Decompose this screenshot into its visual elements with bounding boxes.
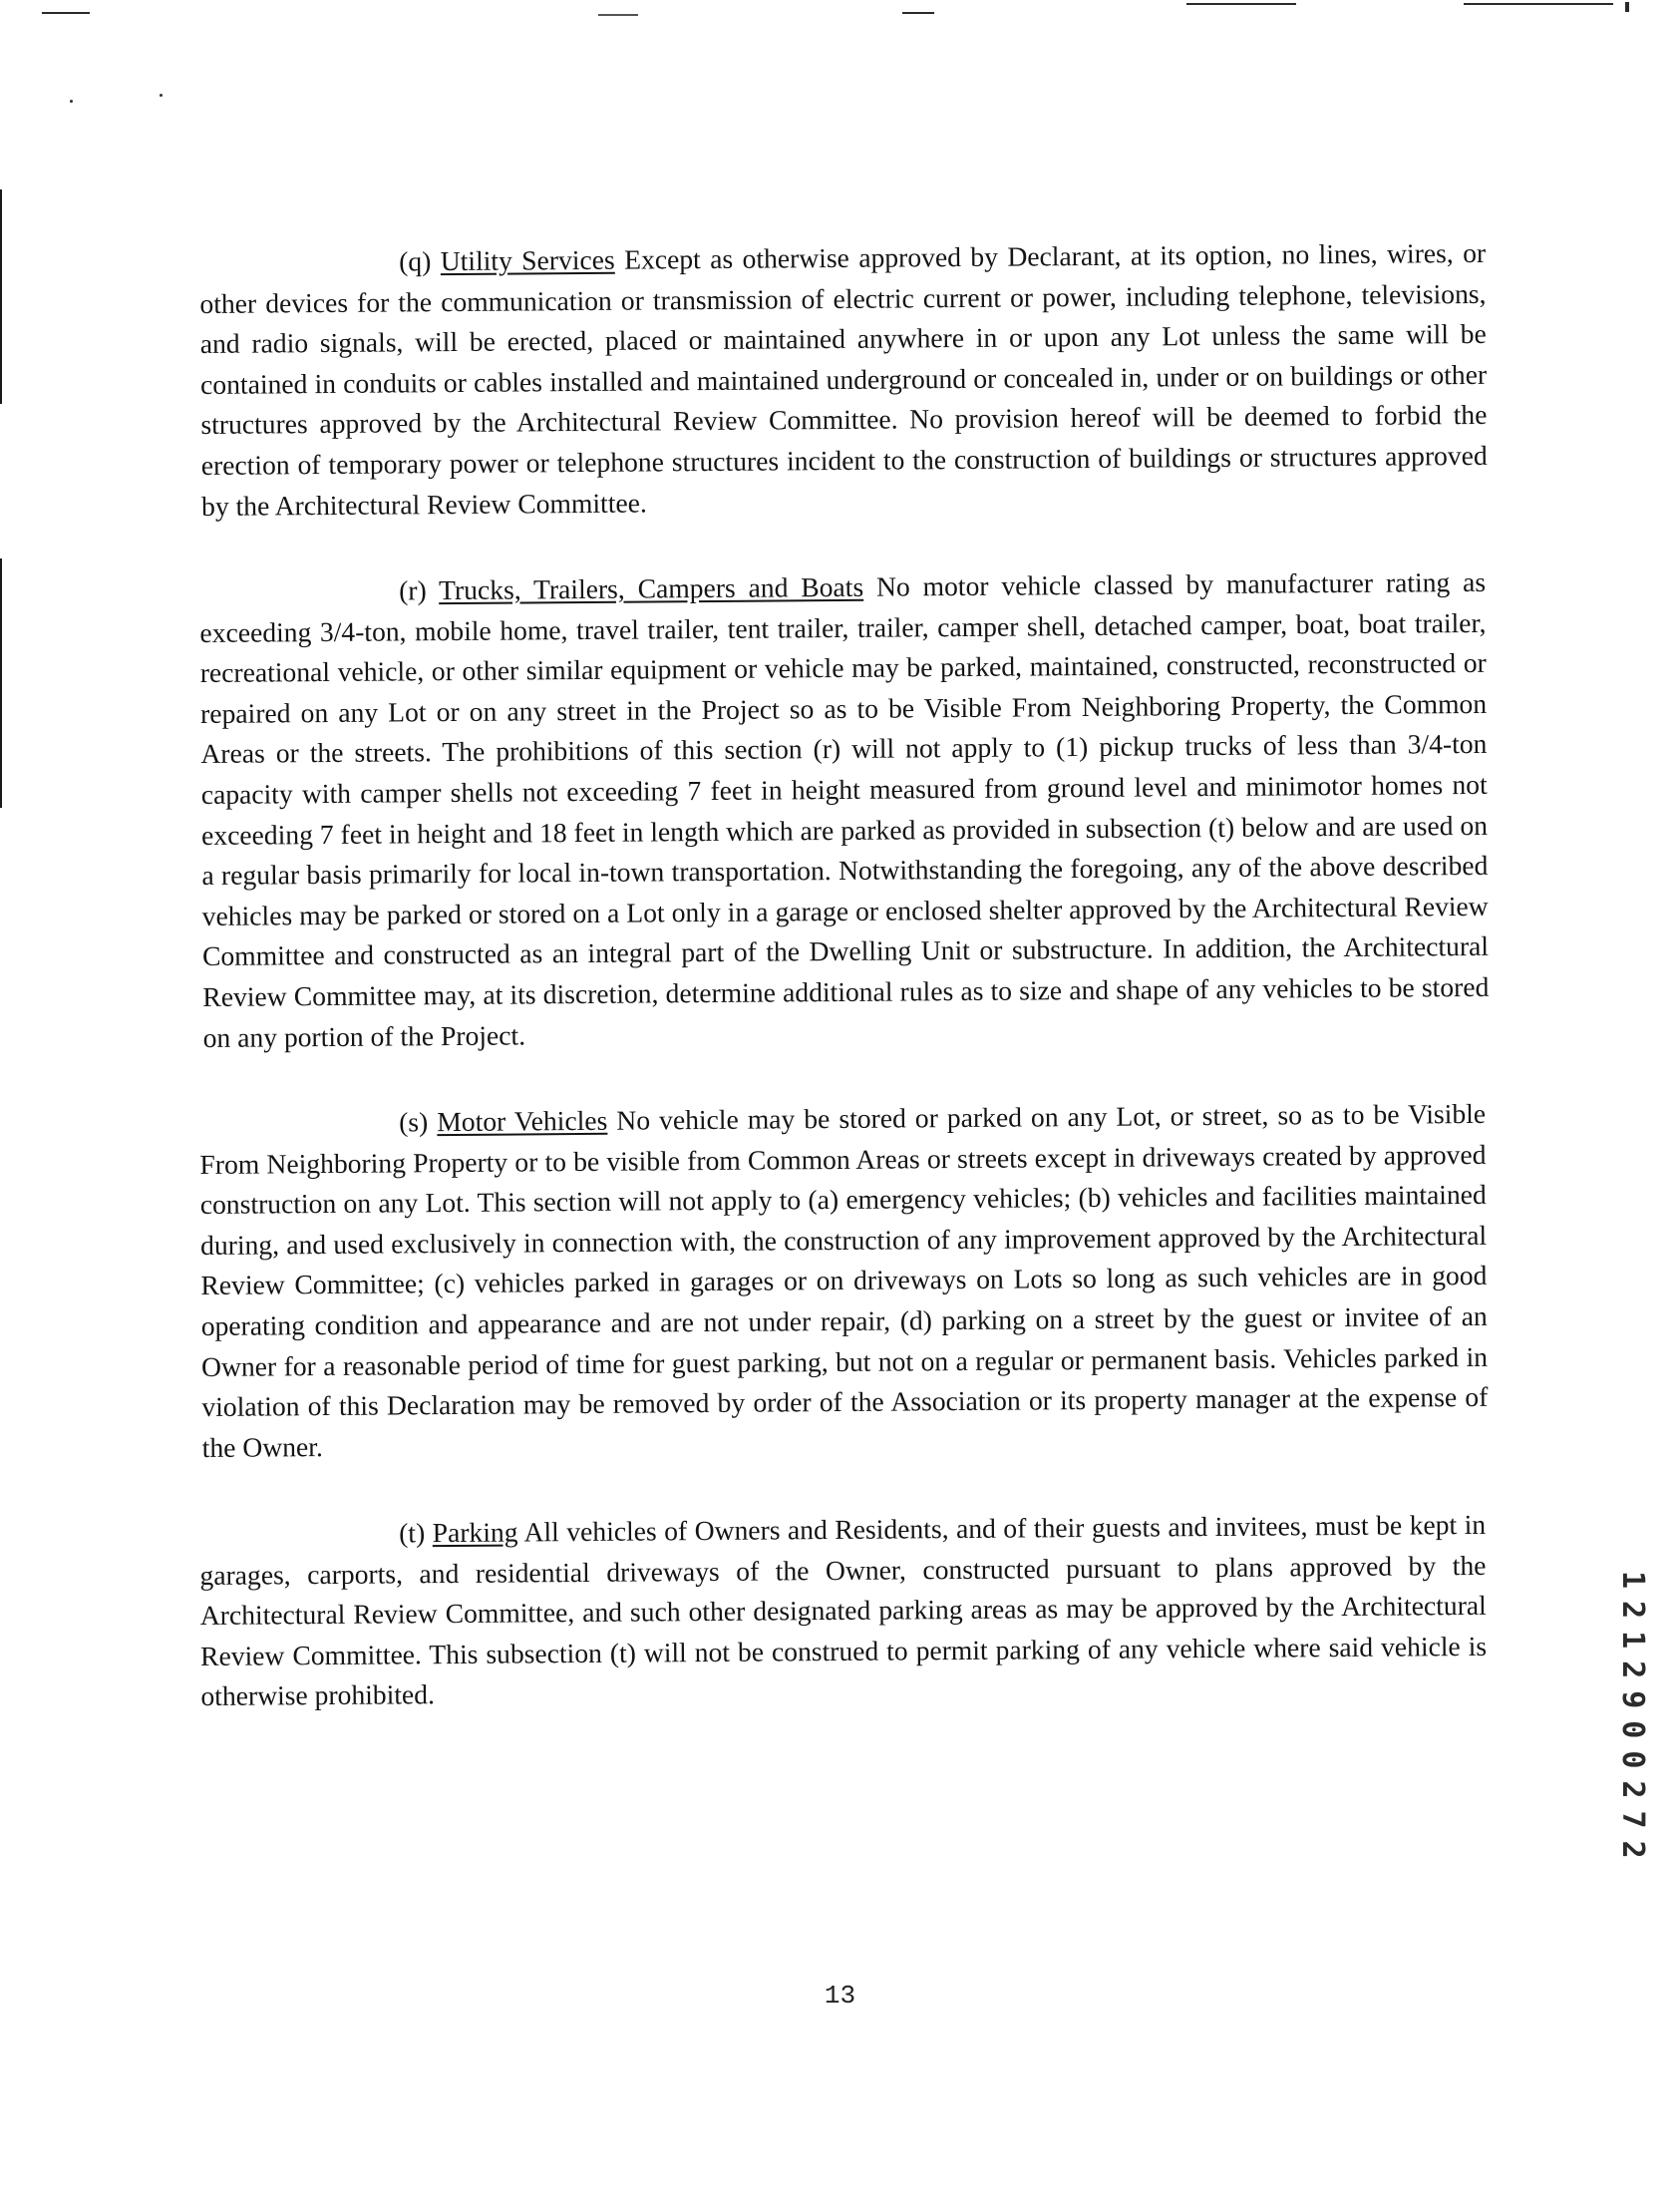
- scan-artifact: [1464, 3, 1613, 5]
- section-label: (t): [399, 1516, 426, 1549]
- section-label: (r): [399, 574, 427, 606]
- section-heading: Parking: [432, 1516, 518, 1548]
- scan-edge-line: [0, 558, 2, 808]
- page-number: 13: [824, 1981, 856, 2011]
- scan-speck: [160, 94, 163, 97]
- section-t: [199, 1504, 1488, 1716]
- section-r: [199, 562, 1490, 1058]
- scan-artifact: [1625, 2, 1629, 12]
- section-body: No vehicle may be stored or parked on any Lot, or street, so as to be Visible From Neighboring Property or to be visible from Common Areas or streets except in driveways created by approved construction on any Lot. This section will not apply to (a) emergency vehicles; (b) vehicles and facilities maintained during, and used exclusively in connection with, the construction of any improvement approved by the Architectural Review Committee; (c) vehicles parked in garages or on driveways on Lots so long as such vehicles are in good operating condition and appearance and are not under repair, (d) parking on a street by the guest or invitee of an Owner for a reasonable period of time for guest parking, but not on a regular or permanent basis. Vehicles parked in violation of this Declaration may be removed by order of the Association or its property manager at the expense of the Owner.: [199, 1098, 1489, 1464]
- section-heading: Motor Vehicles: [437, 1105, 608, 1138]
- section-heading: Utility Services: [440, 243, 615, 277]
- scan-artifact: [902, 12, 934, 14]
- scan-edge-line: [0, 189, 2, 404]
- section-s: [199, 1094, 1489, 1468]
- section-q: [199, 233, 1488, 527]
- scan-artifact: [598, 14, 638, 16]
- section-body: No motor vehicle classed by manufacturer rating as exceeding 3/4-ton, mobile home, travel trailer, tent trailer, trailer, camper shell, detached camper, boat, boat trailer, recreational vehicle, or other similar equipment or vehicle may be parked, maintained, constructed, reconstructed or repaired on any Lot or on any street in the Project so as to be Visible From Neighboring Property, the Common Areas or the streets. The prohibitions of this section (r) will not apply to (1) pickup trucks of less than 3/4-ton capacity with camper shells not exceeding 7 feet in height measured from ground level and minimotor homes not exceeding 7 feet in height and 18 feet in length which are parked as provided in subsection (t) below and are used on a regular basis primarily for local in-town transportation. Notwithstanding the foregoing, any of the above described vehicles may be parked or stored on a Lot only in a garage or enclosed shelter approved by the Architectural Review Committee and constructed as an integral part of the Dwelling Unit or substructure. In addition, the Architectural Review Committee may, at its discretion, determine additional rules as to size and shape of any vehicles to be stored on any portion of the Project.: [199, 566, 1490, 1053]
- section-heading: Trucks, Trailers, Campers and Boats: [438, 570, 864, 606]
- scan-speck: [70, 100, 73, 103]
- scan-artifact: [1186, 3, 1296, 5]
- scan-artifact: [42, 12, 90, 14]
- section-body: All vehicles of Owners and Residents, and of their guests and invitees, must be kept in garages, carports, and residential driveways of the Owner, constructed pursuant to plans approved by the Architectural Review Committee, and such other designated parking areas as may be approved by the Architectural Review Committee. This subsection (t) will not be construed to permit parking of any vehicle where said vehicle is otherwise prohibited.: [199, 1508, 1488, 1711]
- section-body: Except as otherwise approved by Declarant, at its option, no lines, wires, or other devices for the communication or transmission of electric current or power, including telephone, televisions, and radio signals, will be erected, placed or maintained anywhere in or upon any Lot unless the same will be contained in conduits or cables installed and maintained underground or concealed in, under or on buildings or other structures approved by the Architectural Review Committee. No provision hereof will be deemed to forbid the erection of temporary power or telephone structures incident to the construction of buildings or structures approved by the Architectural Review Committee.: [199, 236, 1488, 522]
- section-label: (q): [399, 245, 432, 277]
- recording-number-stamp: [1617, 1571, 1661, 1930]
- recording-number: 1212900272: [1615, 1571, 1650, 1871]
- section-label: (s): [399, 1106, 429, 1138]
- document-body: [199, 236, 1490, 1759]
